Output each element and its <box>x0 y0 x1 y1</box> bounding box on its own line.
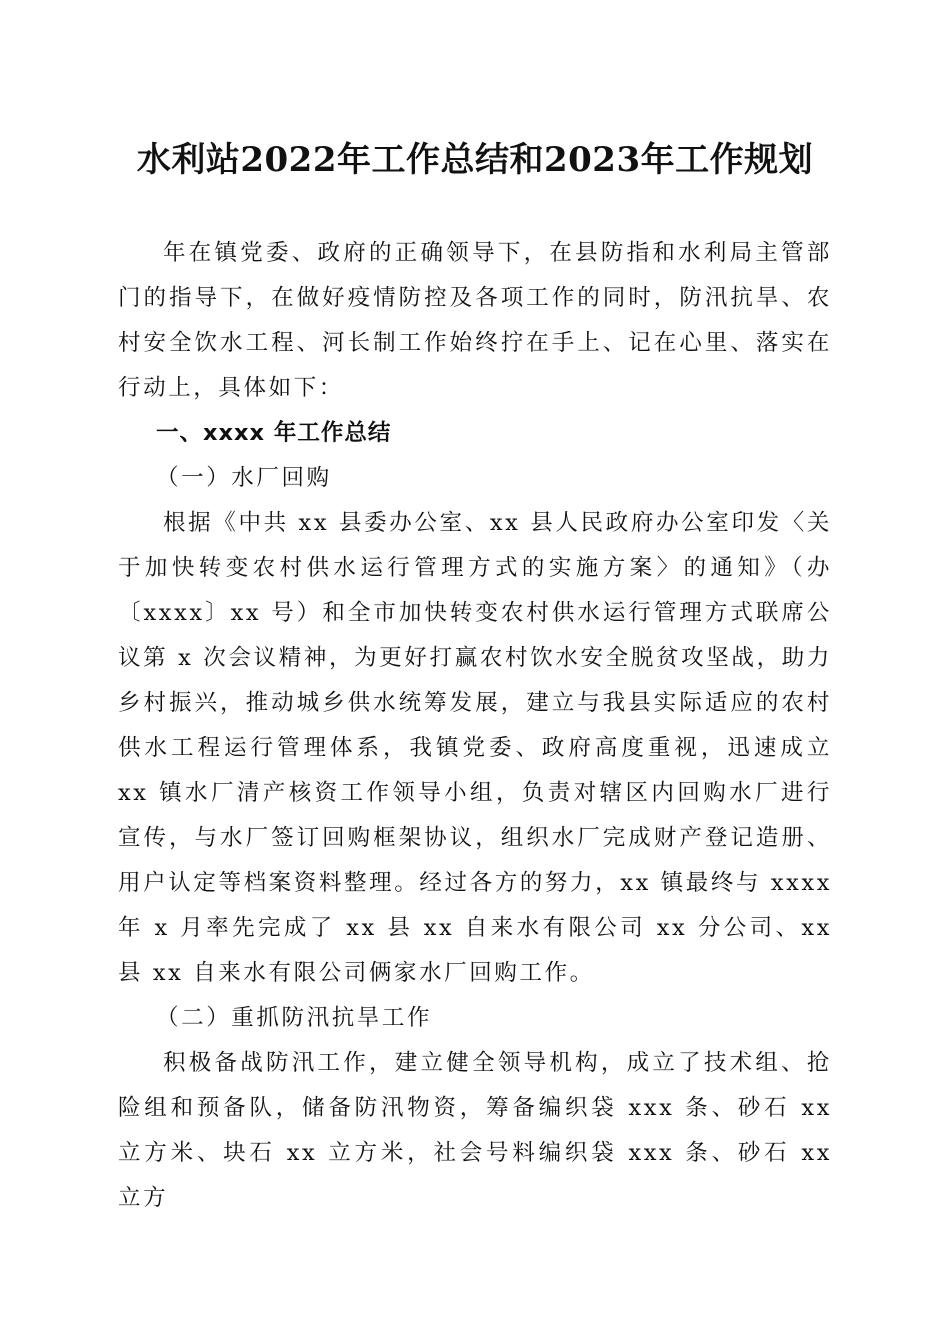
document-title: 水利站2022年工作总结和2023年工作规划 <box>136 140 814 180</box>
subsection-heading-water-plant: （一）水厂回购 <box>156 465 332 491</box>
section-heading-summary: 一、xxxx 年工作总结 <box>156 420 392 446</box>
document-body <box>118 231 832 1221</box>
subsection-heading-flood-control: （二）重抓防汛抗旱工作 <box>156 1005 433 1031</box>
intro-paragraph: 年在镇党委、政府的正确领导下，在县防指和水利局主管部门的指导下，在做好疫情防控及各项工作的同时，防汛抗旱、农村安全饮水工程、河长制工作始终拧在手上、记在心里、落实在行动上，具体如下： <box>118 240 832 401</box>
flood-control-paragraph: 积极备战防汛工作，建立健全领导机构，成立了技术组、抢险组和预备队，储备防汛物资，筹备编织袋 xxx 条、砂石 xx 立方米、块石 xx 立方米，社会号料编织袋 xxx 条、砂石 xx 立方 <box>118 1050 832 1211</box>
water-plant-paragraph: 根据《中共 xx 县委办公室、xx 县人民政府办公室印发〈关于加快转变农村供水运行管理方式的实施方案〉的通知》（办〔xxxx〕xx 号）和全市加快转变农村供水运行管理方式联席公议第 x 次会议精神，为更好打赢农村饮水安全脱贫攻坚战，助力乡村振兴，推动城乡供水统筹发展，建立与我县实际适应的农村供水工程运行管理体系，我镇党委、政府高度重视，迅速成立 xx 镇水厂清产核资工作领导小组，负责对辖区内回购水厂进行宣传，与水厂签订回购框架协议，组织水厂完成财产登记造册、用户认定等档案资料整理。经过各方的努力，xx 镇最终与 xxxx 年 x 月率先完成了 xx 县 xx 自来水有限公司 xx 分公司、xx 县 xx 自来水有限公司俩家水厂回购工作。 <box>118 510 832 986</box>
